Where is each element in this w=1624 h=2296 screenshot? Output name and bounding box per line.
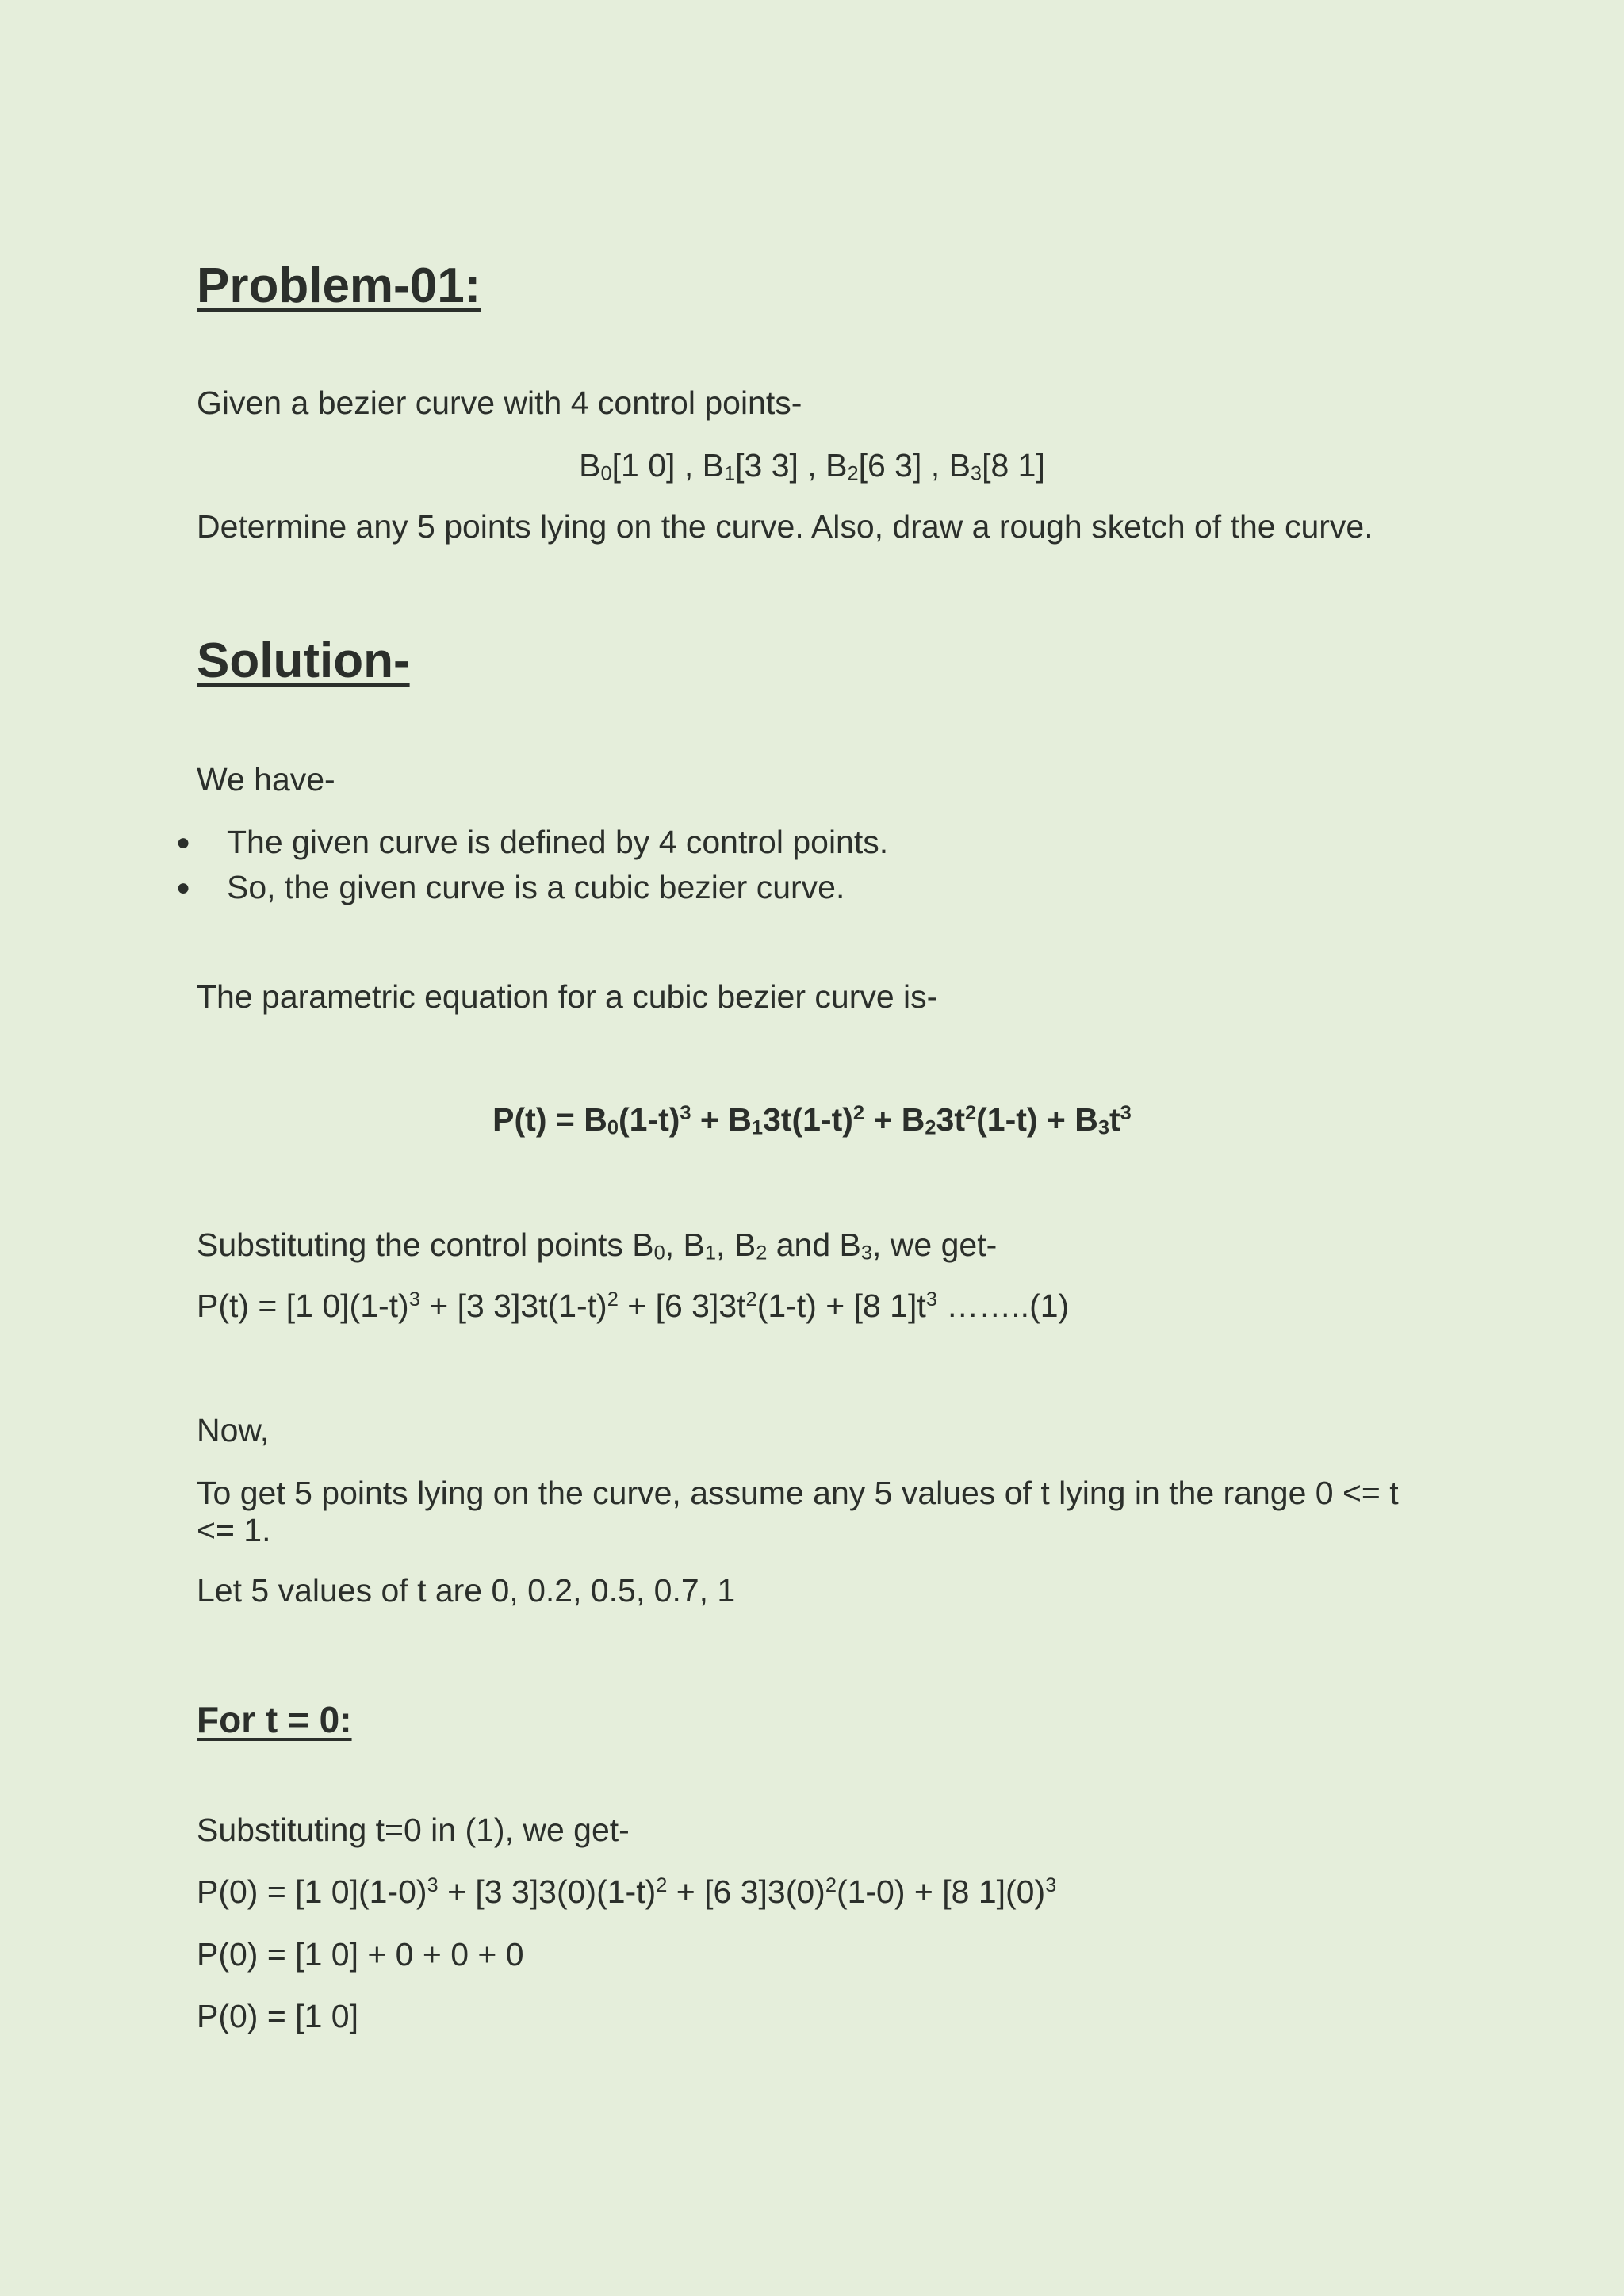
control-point-b0: $B_0[1$ 0] [579, 447, 676, 485]
solution-heading: Solution- [197, 633, 410, 688]
range-text: To get 5 points lying on the curve, assume any 5 values of t lying in the range 0 <= t <= 1. [197, 1475, 1399, 1549]
problem-task: Determine any 5 points lying on the curve. Also, draw a rough sketch of the curve. [197, 508, 1373, 545]
parametric-intro: The parametric equation for a cubic bezier curve is- [197, 978, 938, 1015]
list-item: ● The given curve is defined by 4 control points. [176, 824, 889, 860]
now-text: Now, [197, 1412, 270, 1448]
bullet-icon: ● [176, 874, 191, 901]
control-point-b1: $B_1[3$ 3] [702, 447, 799, 485]
we-have-text: We have- [197, 761, 335, 798]
equation-1: P(t) = [1 $0](1-t)^3 + [3$ $3]3t(1-t)^2 + [6$ $3]3t^2(1-t) + [8$ $1]t^3$ ……..(1) [197, 1288, 1070, 1324]
t0-line-1: P(0) = [1 $0](1-0)^3 + [3$ $3]3(0)(1-t)^2 + [6$ $3]3(0)^2(1-0) + [8$ $1](0)^3$ [197, 1873, 1057, 1910]
t0-line-2: P(0) = [1 0] + 0 + 0 + 0 [197, 1936, 524, 1973]
control-point-b2: $B_2[6$ 3] [825, 447, 922, 485]
problem-intro: Given a bezier curve with 4 control points- [197, 385, 802, 421]
problem-heading: Problem-01: [197, 258, 481, 313]
control-point-b3: $B_3[8$ 1] [948, 447, 1045, 485]
parametric-equation: $P(t) = B_0(1-t)^3 + B_13t(1-t)^2 + B_23t^2(1-t) + B_3t^3$ [492, 1101, 1132, 1139]
t0-line-3: P(0) = [1 0] [197, 1998, 358, 2034]
substituting-control-points: Substituting the control points $B_0$, $B_1$, $B_2$ and $B_3$, we get- [197, 1226, 998, 1265]
control-points-line: $B_0[1$ 0] , $B_1[3$ 3] , $B_2[6$ 3] , $B_3[8$ 1] [579, 447, 1045, 485]
bullet-icon: ● [176, 829, 191, 855]
values-text: Let 5 values of t are 0, 0.2, 0.5, 0.7, 1 [197, 1572, 736, 1609]
list-item: ● So, the given curve is a cubic bezier curve. [176, 869, 845, 905]
t0-heading: For t = 0: [197, 1699, 352, 1740]
t0-substituting: Substituting t=0 in (1), we get- [197, 1812, 630, 1848]
